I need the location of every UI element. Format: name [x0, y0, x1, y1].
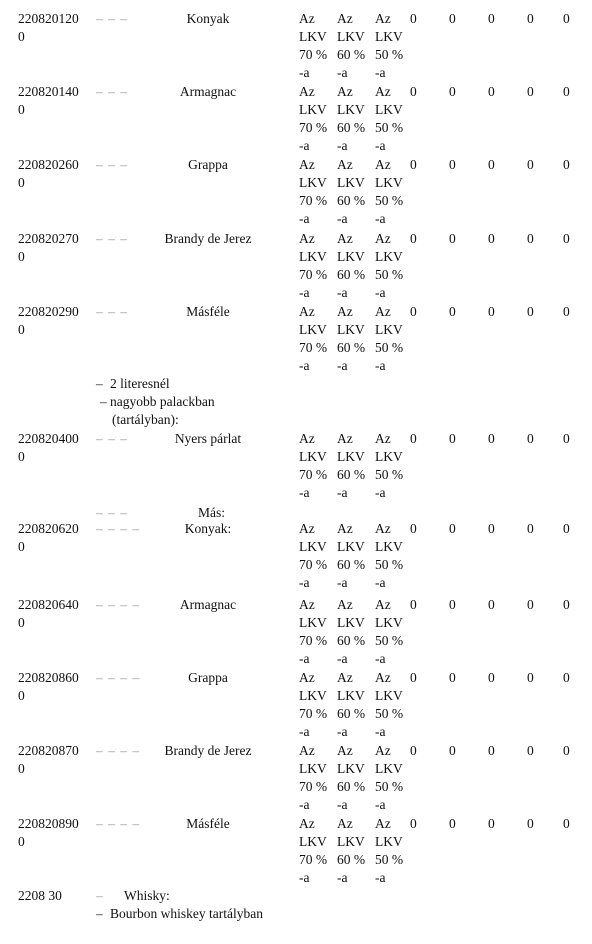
indent-dashes: – – – [96, 231, 128, 246]
product-description: Konyak: [184, 521, 232, 536]
zero-value: 0 [410, 670, 417, 685]
indent-dashes: – – – – [96, 816, 141, 831]
zero-value: 0 [488, 816, 495, 831]
indent-dashes: – – – [96, 304, 128, 319]
indent-dashes: – – – [96, 157, 128, 172]
zero-value: 0 [410, 431, 417, 446]
product-description: Brandy de Jerez [164, 231, 252, 246]
duty-rates [299, 303, 413, 375]
rate-60: Az LKV 60 % -a [337, 431, 366, 500]
rate-70: Az LKV 70 % -a [299, 431, 328, 500]
rate-70: Az LKV 70 % -a [299, 84, 328, 153]
cn-code: 220820640 0 [18, 597, 79, 630]
zero-value: 0 [563, 816, 570, 831]
indent-dashes: – – – – [96, 743, 141, 758]
rate-50: Az LKV 50 % -a [375, 431, 404, 500]
rate-70: Az LKV 70 % -a [299, 743, 328, 812]
zero-value: 0 [449, 431, 456, 446]
zero-value: 0 [563, 157, 570, 172]
indent-dashes: – – – [96, 431, 128, 446]
note-two-liter: 2 literesnél [110, 376, 170, 391]
zero-value: 0 [563, 597, 570, 612]
rate-50: Az LKV 50 % -a [375, 816, 404, 885]
duty-rates [299, 156, 413, 228]
rate-60: Az LKV 60 % -a [337, 11, 366, 80]
note-dash-mas: – – – [96, 505, 128, 520]
zero-value: 0 [527, 304, 534, 319]
cn-code: 220820260 0 [18, 157, 79, 190]
indent-dashes: – – – [96, 11, 128, 26]
duty-rates [299, 83, 413, 155]
rate-50: Az LKV 50 % -a [375, 597, 404, 666]
zero-value: 0 [563, 743, 570, 758]
zero-value: 0 [449, 231, 456, 246]
zero-value: 0 [527, 816, 534, 831]
zero-value: 0 [410, 157, 417, 172]
rate-60: Az LKV 60 % -a [337, 816, 366, 885]
zero-value: 0 [410, 231, 417, 246]
product-description: Másféle [186, 816, 230, 831]
duty-rates [299, 10, 413, 82]
duty-rates [299, 430, 413, 502]
duty-rates [299, 596, 413, 668]
rate-60: Az LKV 60 % -a [337, 84, 366, 153]
product-description: Konyak [186, 11, 230, 26]
note-dash-bigger-bottle: – [100, 394, 108, 409]
cn-code: 220820860 0 [18, 670, 79, 703]
duty-rates [299, 520, 413, 592]
product-description: Nyers párlat [174, 431, 242, 446]
zero-value: 0 [410, 521, 417, 536]
rate-50: Az LKV 50 % -a [375, 304, 404, 373]
note-dash-two-liter: – [96, 376, 104, 391]
rate-70: Az LKV 70 % -a [299, 597, 328, 666]
rate-70: Az LKV 70 % -a [299, 304, 328, 373]
zero-value: 0 [563, 231, 570, 246]
cn-code: 220820140 0 [18, 84, 79, 117]
zero-value: 0 [527, 231, 534, 246]
cn-code: 220820400 0 [18, 431, 79, 464]
duty-rates [299, 669, 413, 741]
duty-rates [299, 815, 413, 887]
cn-code: 220820890 0 [18, 816, 79, 849]
bourbon-label: Bourbon whiskey tartályban [110, 906, 263, 921]
cn-code: 220820870 0 [18, 743, 79, 776]
zero-value: 0 [449, 670, 456, 685]
product-description: Armagnac [179, 84, 237, 99]
cn-code: 220820270 0 [18, 231, 79, 264]
product-description: Armagnac [179, 597, 237, 612]
rate-70: Az LKV 70 % -a [299, 816, 328, 885]
zero-value: 0 [563, 84, 570, 99]
zero-value: 0 [527, 431, 534, 446]
product-description: Brandy de Jerez [164, 743, 252, 758]
duty-rates [299, 230, 413, 302]
bourbon-dash: – [96, 906, 104, 921]
product-description: Grappa [188, 157, 228, 172]
zero-value: 0 [488, 157, 495, 172]
rate-70: Az LKV 70 % -a [299, 231, 328, 300]
indent-dashes: – – – – [96, 597, 141, 612]
rate-60: Az LKV 60 % -a [337, 670, 366, 739]
zero-value: 0 [527, 11, 534, 26]
zero-value: 0 [410, 816, 417, 831]
rate-50: Az LKV 50 % -a [375, 670, 404, 739]
rate-60: Az LKV 60 % -a [337, 521, 366, 590]
rate-50: Az LKV 50 % -a [375, 521, 404, 590]
zero-value: 0 [488, 304, 495, 319]
zero-value: 0 [410, 84, 417, 99]
zero-value: 0 [488, 670, 495, 685]
zero-value: 0 [449, 157, 456, 172]
zero-value: 0 [527, 597, 534, 612]
rate-50: Az LKV 50 % -a [375, 231, 404, 300]
zero-value: 0 [488, 743, 495, 758]
rate-50: Az LKV 50 % -a [375, 743, 404, 812]
whisky-dash: – [96, 888, 104, 903]
zero-value: 0 [563, 670, 570, 685]
zero-value: 0 [488, 231, 495, 246]
indent-dashes: – – – [96, 84, 128, 99]
zero-value: 0 [488, 431, 495, 446]
zero-value: 0 [410, 743, 417, 758]
zero-value: 0 [488, 11, 495, 26]
zero-value: 0 [488, 521, 495, 536]
zero-value: 0 [563, 521, 570, 536]
rate-70: Az LKV 70 % -a [299, 11, 328, 80]
zero-value: 0 [449, 304, 456, 319]
whisky-label: Whisky: [124, 888, 170, 903]
product-description: Grappa [188, 670, 228, 685]
rate-70: Az LKV 70 % -a [299, 521, 328, 590]
zero-value: 0 [410, 11, 417, 26]
zero-value: 0 [488, 597, 495, 612]
rate-50: Az LKV 50 % -a [375, 157, 404, 226]
rate-60: Az LKV 60 % -a [337, 304, 366, 373]
cn-code: 220820290 0 [18, 304, 79, 337]
zero-value: 0 [527, 521, 534, 536]
rate-70: Az LKV 70 % -a [299, 157, 328, 226]
rate-70: Az LKV 70 % -a [299, 670, 328, 739]
note-container: (tartályban): [112, 412, 179, 427]
rate-50: Az LKV 50 % -a [375, 84, 404, 153]
indent-dashes: – – – – [96, 670, 141, 685]
zero-value: 0 [527, 157, 534, 172]
rate-60: Az LKV 60 % -a [337, 743, 366, 812]
zero-value: 0 [527, 84, 534, 99]
zero-value: 0 [563, 304, 570, 319]
product-description: Másféle [186, 304, 230, 319]
zero-value: 0 [449, 816, 456, 831]
rate-60: Az LKV 60 % -a [337, 597, 366, 666]
duty-rates [299, 742, 413, 814]
note-bigger-bottle: nagyobb palackban [110, 394, 215, 409]
zero-value: 0 [563, 11, 570, 26]
zero-value: 0 [449, 84, 456, 99]
rate-60: Az LKV 60 % -a [337, 157, 366, 226]
zero-value: 0 [410, 304, 417, 319]
zero-value: 0 [527, 670, 534, 685]
zero-value: 0 [449, 11, 456, 26]
zero-value: 0 [449, 597, 456, 612]
indent-dashes: – – – – [96, 521, 141, 536]
cn-code: 220820620 0 [18, 521, 79, 554]
note-mas: Más: [198, 505, 225, 520]
cn-code: 220820120 0 [18, 11, 79, 44]
whisky-code: 2208 30 [18, 888, 62, 903]
zero-value: 0 [410, 597, 417, 612]
zero-value: 0 [449, 521, 456, 536]
zero-value: 0 [449, 743, 456, 758]
rate-60: Az LKV 60 % -a [337, 231, 366, 300]
rate-50: Az LKV 50 % -a [375, 11, 404, 80]
zero-value: 0 [488, 84, 495, 99]
zero-value: 0 [563, 431, 570, 446]
zero-value: 0 [527, 743, 534, 758]
